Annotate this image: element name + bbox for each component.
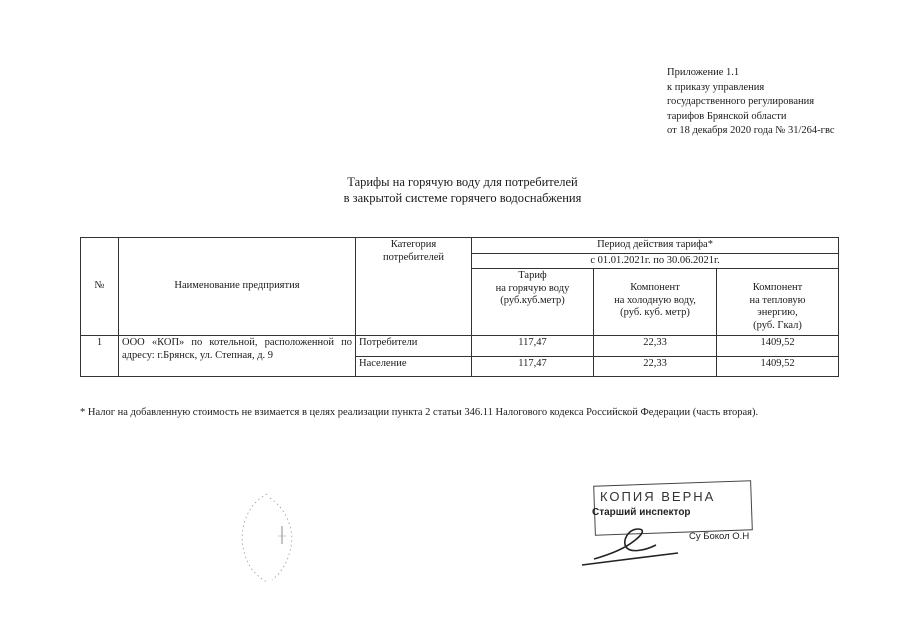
appendix-line: к приказу управления [667, 81, 765, 93]
header-period: Период действия тарифа* [472, 238, 839, 254]
header-heat-line: на тепловую [749, 294, 806, 306]
header-heat-line: (руб. Гкал) [753, 319, 802, 331]
header-heat-line: энергию, [757, 307, 798, 318]
footnote: * Налог на добавленную стоимость не взимается в целях реализации пункта 2 статьи 346.11 Налогового кодекса Российской Федерации (часть вторая). [80, 407, 759, 418]
title-line-1: Тарифы на горячую воду для потребителей [347, 175, 578, 189]
header-tariff [472, 269, 594, 336]
header-cold-water-line: Компонент [630, 282, 680, 293]
row-tariff: 117,47 [472, 356, 594, 377]
row-category: Население [356, 356, 472, 377]
appendix-line: Приложение 1.1 [667, 67, 740, 78]
header-cold-water-line: (руб. куб. метр) [620, 307, 690, 318]
header-enterprise: Наименование предприятия [119, 238, 356, 336]
appendix-line: от 18 декабря 2020 года № 31/264-гвс [667, 125, 835, 136]
row-enterprise: ООО «КОП» по котельной, расположенной по адресу: г.Брянск, ул. Степная, д. 9 [119, 336, 356, 377]
row-number: 1 [81, 336, 119, 377]
header-cold-water [594, 269, 717, 336]
row-cold-water: 22,33 [594, 356, 717, 377]
tariff-table [80, 237, 839, 377]
header-heat [717, 269, 839, 336]
header-number: № [81, 238, 119, 336]
row-heat: 1409,52 [717, 336, 839, 357]
document-title [0, 174, 905, 206]
faint-seal-icon [232, 488, 302, 588]
header-tariff-line: (руб.куб.метр) [500, 295, 565, 306]
row-cold-water: 22,33 [594, 336, 717, 357]
appendix-block [667, 66, 835, 139]
table-row [81, 336, 839, 357]
header-heat-line: Компонент [752, 282, 803, 293]
header-tariff-line: Тариф [518, 270, 547, 281]
header-category: Категория потребителей [356, 238, 472, 336]
appendix-line: тарифов Брянской области [667, 110, 787, 122]
header-cold-water-line: на холодную воду, [614, 294, 696, 306]
row-category: Потребители [356, 336, 472, 357]
signature-icon [574, 511, 694, 571]
appendix-line: государственного регулирования [667, 96, 815, 107]
certification-stamp [574, 483, 764, 575]
row-tariff: 117,47 [472, 336, 594, 357]
row-heat: 1409,52 [717, 356, 839, 377]
title-line-2: в закрытой системе горячего водоснабжения [343, 191, 582, 205]
header-dates: с 01.01.2021г. по 30.06.2021г. [472, 253, 839, 269]
header-tariff-line: на горячую воду [495, 282, 570, 294]
stamp-role: Старший инспектор [592, 507, 691, 518]
stamp-organization: КОПИЯ ВЕРНА [600, 489, 716, 504]
stamp-name: Су Бокол О.Н [689, 531, 750, 542]
